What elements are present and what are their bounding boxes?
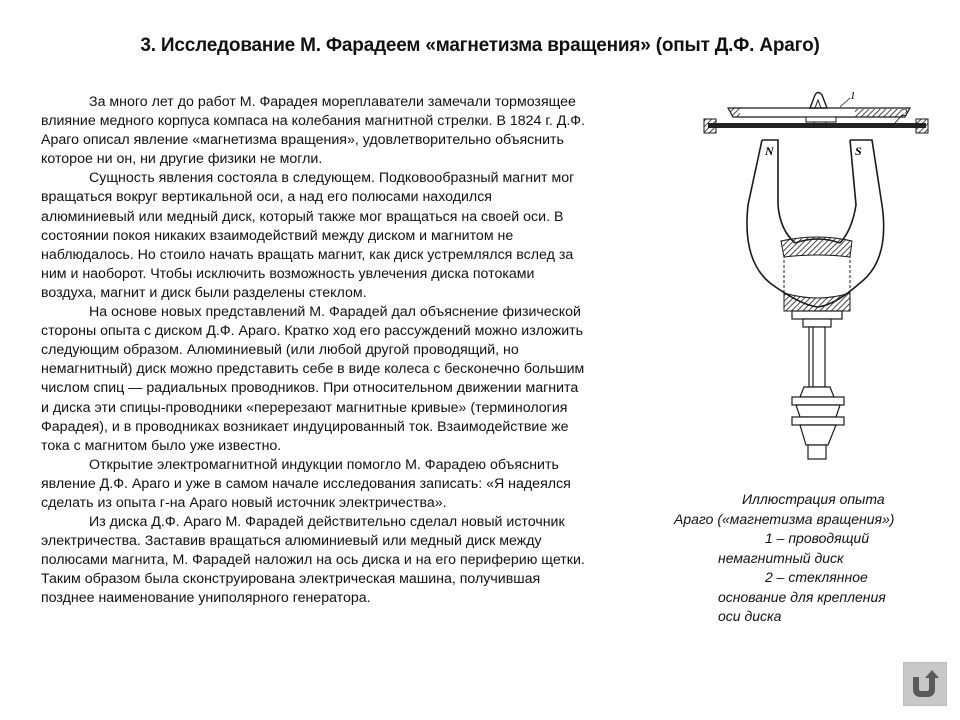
body-line: состоянии покоя никаких взаимодействий между диском и магнитом не — [41, 227, 514, 244]
body-line: На основе новых представлений М. Фарадей дал объяснение физической — [89, 304, 581, 321]
body-line: и диска эти спицы-проводники «перерезают магнитные кривые» (терминология — [41, 399, 568, 416]
body-line: Открытие электромагнитной индукции помогло М. Фарадею объяснить — [89, 456, 559, 473]
body-line: полюсами магнита, М. Фарадей наложил на ось диска и на его периферию щетки. — [41, 552, 585, 569]
body-line: За много лет до работ М. Фарадея мореплаватели замечали тормозящее — [89, 94, 576, 110]
caption-line: оси диска — [718, 608, 782, 624]
svg-text:S: S — [855, 144, 862, 158]
caption-line: Иллюстрация опыта — [742, 491, 885, 507]
horseshoe-magnet-icon — [747, 140, 884, 307]
body-line: следующим образом. Алюминиевый (или любой другой проводящий, но — [41, 342, 519, 359]
body-line: алюминиевый или медный диск, который также мог вращаться на своей оси. В — [41, 208, 564, 225]
body-text — [41, 93, 661, 609]
shaft-icon — [792, 319, 844, 459]
body-line: Сущность явления состояла в следующем. Подковообразный магнит мог — [89, 170, 575, 187]
svg-text:1: 1 — [850, 90, 856, 102]
body-line: наблюдалось. Но стоило начать вращать магнит, как диск устремлялся вслед за — [41, 246, 574, 263]
body-line: Из диска Д.Ф. Араго М. Фарадей действительно сделал новый источник — [89, 514, 565, 531]
return-button[interactable] — [903, 662, 947, 706]
body-line: воздуха, магнит и диск были разделены стеклом. — [41, 284, 367, 301]
caption-line: немагнитный диск — [718, 549, 844, 566]
body-line: стороны опыта с диском Д.Ф. Араго. Кратко ход его рассуждений можно изложить — [41, 323, 584, 340]
body-line: явление Д.Ф. Араго и уже в самом начале исследования записать: «Я надеялся — [41, 475, 571, 492]
caption-line: Араго («магнетизма вращения») — [674, 510, 895, 527]
svg-text:2: 2 — [902, 107, 908, 119]
body-line: позднее наименование униполярного генератора. — [41, 590, 371, 607]
body-line: электричества. Заставив вращаться алюминиевый или медный диск между — [41, 533, 542, 550]
disk-icon — [728, 93, 910, 128]
body-line: числом спиц — радиальных проводников. При относительном движении магнита — [41, 380, 579, 397]
body-line: вращаться вокруг вертикальной оси, а над его полюсами находился — [41, 189, 492, 206]
body-line: Таким образом была сконструирована электрическая машина, получившая — [41, 571, 541, 588]
body-line: сделать из опыта г-на Араго новый источник электричества». — [41, 494, 447, 511]
caption-line: 2 – стеклянное — [765, 569, 868, 585]
caption-line: 1 – проводящий — [765, 530, 870, 546]
arago-experiment-illustration — [700, 85, 940, 470]
slide-title: 3. Исследование М. Фарадеем «магнетизма вращения» (опыт Д.Ф. Араго) — [140, 35, 820, 56]
body-line: тока с магнитом было уже известно. — [41, 437, 282, 454]
caption-line: основание для крепления — [718, 588, 886, 605]
body-line: ним и наоборот. Чтобы исключить возможность увлечения диска потоками — [41, 265, 535, 282]
svg-text:N: N — [765, 144, 774, 158]
body-line: Фарадея), и в проводниках возникает индуцированный ток. Взаимодействие же — [41, 418, 569, 435]
body-line: влияние медного корпуса компаса на колебания магнитной стрелки. В 1824 г. Д.Ф. — [41, 113, 585, 130]
return-arrow-icon — [908, 667, 942, 701]
body-line: немагнитный) диск можно представить себе в виде колеса с бесконечно большим — [41, 361, 585, 378]
illustration-caption — [660, 490, 940, 627]
body-line: Араго описал явление «магнетизма вращения», удовлетворительно объяснить — [41, 132, 564, 149]
body-line: которое ни он, ни другие физики не могли. — [41, 151, 323, 168]
